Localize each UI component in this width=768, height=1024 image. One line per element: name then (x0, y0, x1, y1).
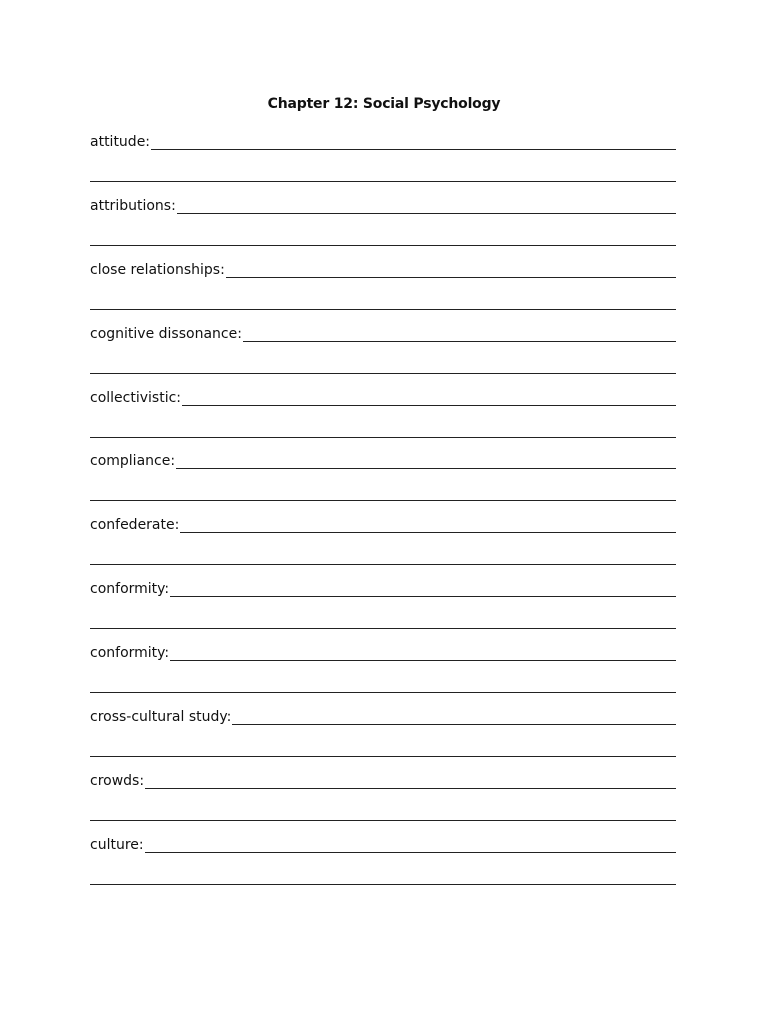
term-label-close-relationships: close relationships: (90, 261, 225, 278)
definition-blank[interactable] (180, 518, 676, 533)
answer-line[interactable] (90, 373, 676, 374)
definition-blank[interactable] (182, 391, 676, 406)
answer-line[interactable] (90, 692, 676, 693)
term-line (90, 322, 676, 342)
term-line (90, 130, 676, 150)
term-item (90, 641, 676, 705)
answer-line[interactable] (90, 756, 676, 757)
term-line (90, 258, 676, 278)
term-line (90, 833, 676, 853)
definition-blank[interactable] (176, 454, 676, 469)
term-line (90, 386, 676, 406)
term-label-cross-cultural-study: cross-cultural study: (90, 709, 232, 726)
definition-blank[interactable] (170, 582, 676, 597)
page-title: Chapter 12: Social Psychology (267, 96, 501, 112)
term-item (90, 577, 676, 641)
term-item (90, 449, 676, 513)
term-line (90, 449, 676, 469)
term-item (90, 130, 676, 194)
definition-blank[interactable] (151, 135, 676, 150)
definition-blank[interactable] (232, 710, 676, 725)
term-item (90, 769, 676, 833)
answer-line[interactable] (90, 309, 676, 310)
term-line (90, 641, 676, 661)
term-item (90, 194, 676, 258)
term-label-attitude: attitude: (90, 134, 151, 150)
term-label-conformity: conformity: (90, 581, 170, 598)
term-item (90, 322, 676, 386)
term-label-cognitive-dissonance: cognitive dissonance: (90, 325, 242, 342)
definition-blank[interactable] (145, 774, 676, 789)
answer-line[interactable] (90, 884, 676, 885)
term-label-collectivistic: collectivistic: (90, 389, 181, 406)
term-label-conformity-2: conformity: (90, 645, 170, 662)
definition-blank[interactable] (170, 646, 676, 661)
term-label-culture: culture: (90, 836, 144, 853)
term-line (90, 705, 676, 725)
term-item (90, 705, 676, 769)
term-label-crowds: crowds: (90, 772, 145, 789)
term-label-compliance: compliance: (90, 453, 176, 470)
term-line (90, 769, 676, 789)
term-item (90, 258, 676, 322)
answer-line[interactable] (90, 245, 676, 246)
answer-line[interactable] (90, 820, 676, 821)
definition-blank[interactable] (177, 199, 676, 214)
term-line (90, 194, 676, 214)
answer-line[interactable] (90, 181, 676, 182)
term-list (90, 130, 676, 897)
definition-blank[interactable] (145, 838, 676, 853)
term-item (90, 833, 676, 897)
definition-blank[interactable] (226, 263, 676, 278)
term-label-confederate: confederate: (90, 517, 180, 534)
term-label-attributions: attributions: (90, 197, 176, 214)
term-line (90, 577, 676, 597)
definition-blank[interactable] (243, 327, 676, 342)
term-item (90, 513, 676, 577)
answer-line[interactable] (90, 564, 676, 565)
term-item (90, 386, 676, 450)
answer-line[interactable] (90, 437, 676, 438)
answer-line[interactable] (90, 500, 676, 501)
answer-line[interactable] (90, 628, 676, 629)
term-line (90, 513, 676, 533)
